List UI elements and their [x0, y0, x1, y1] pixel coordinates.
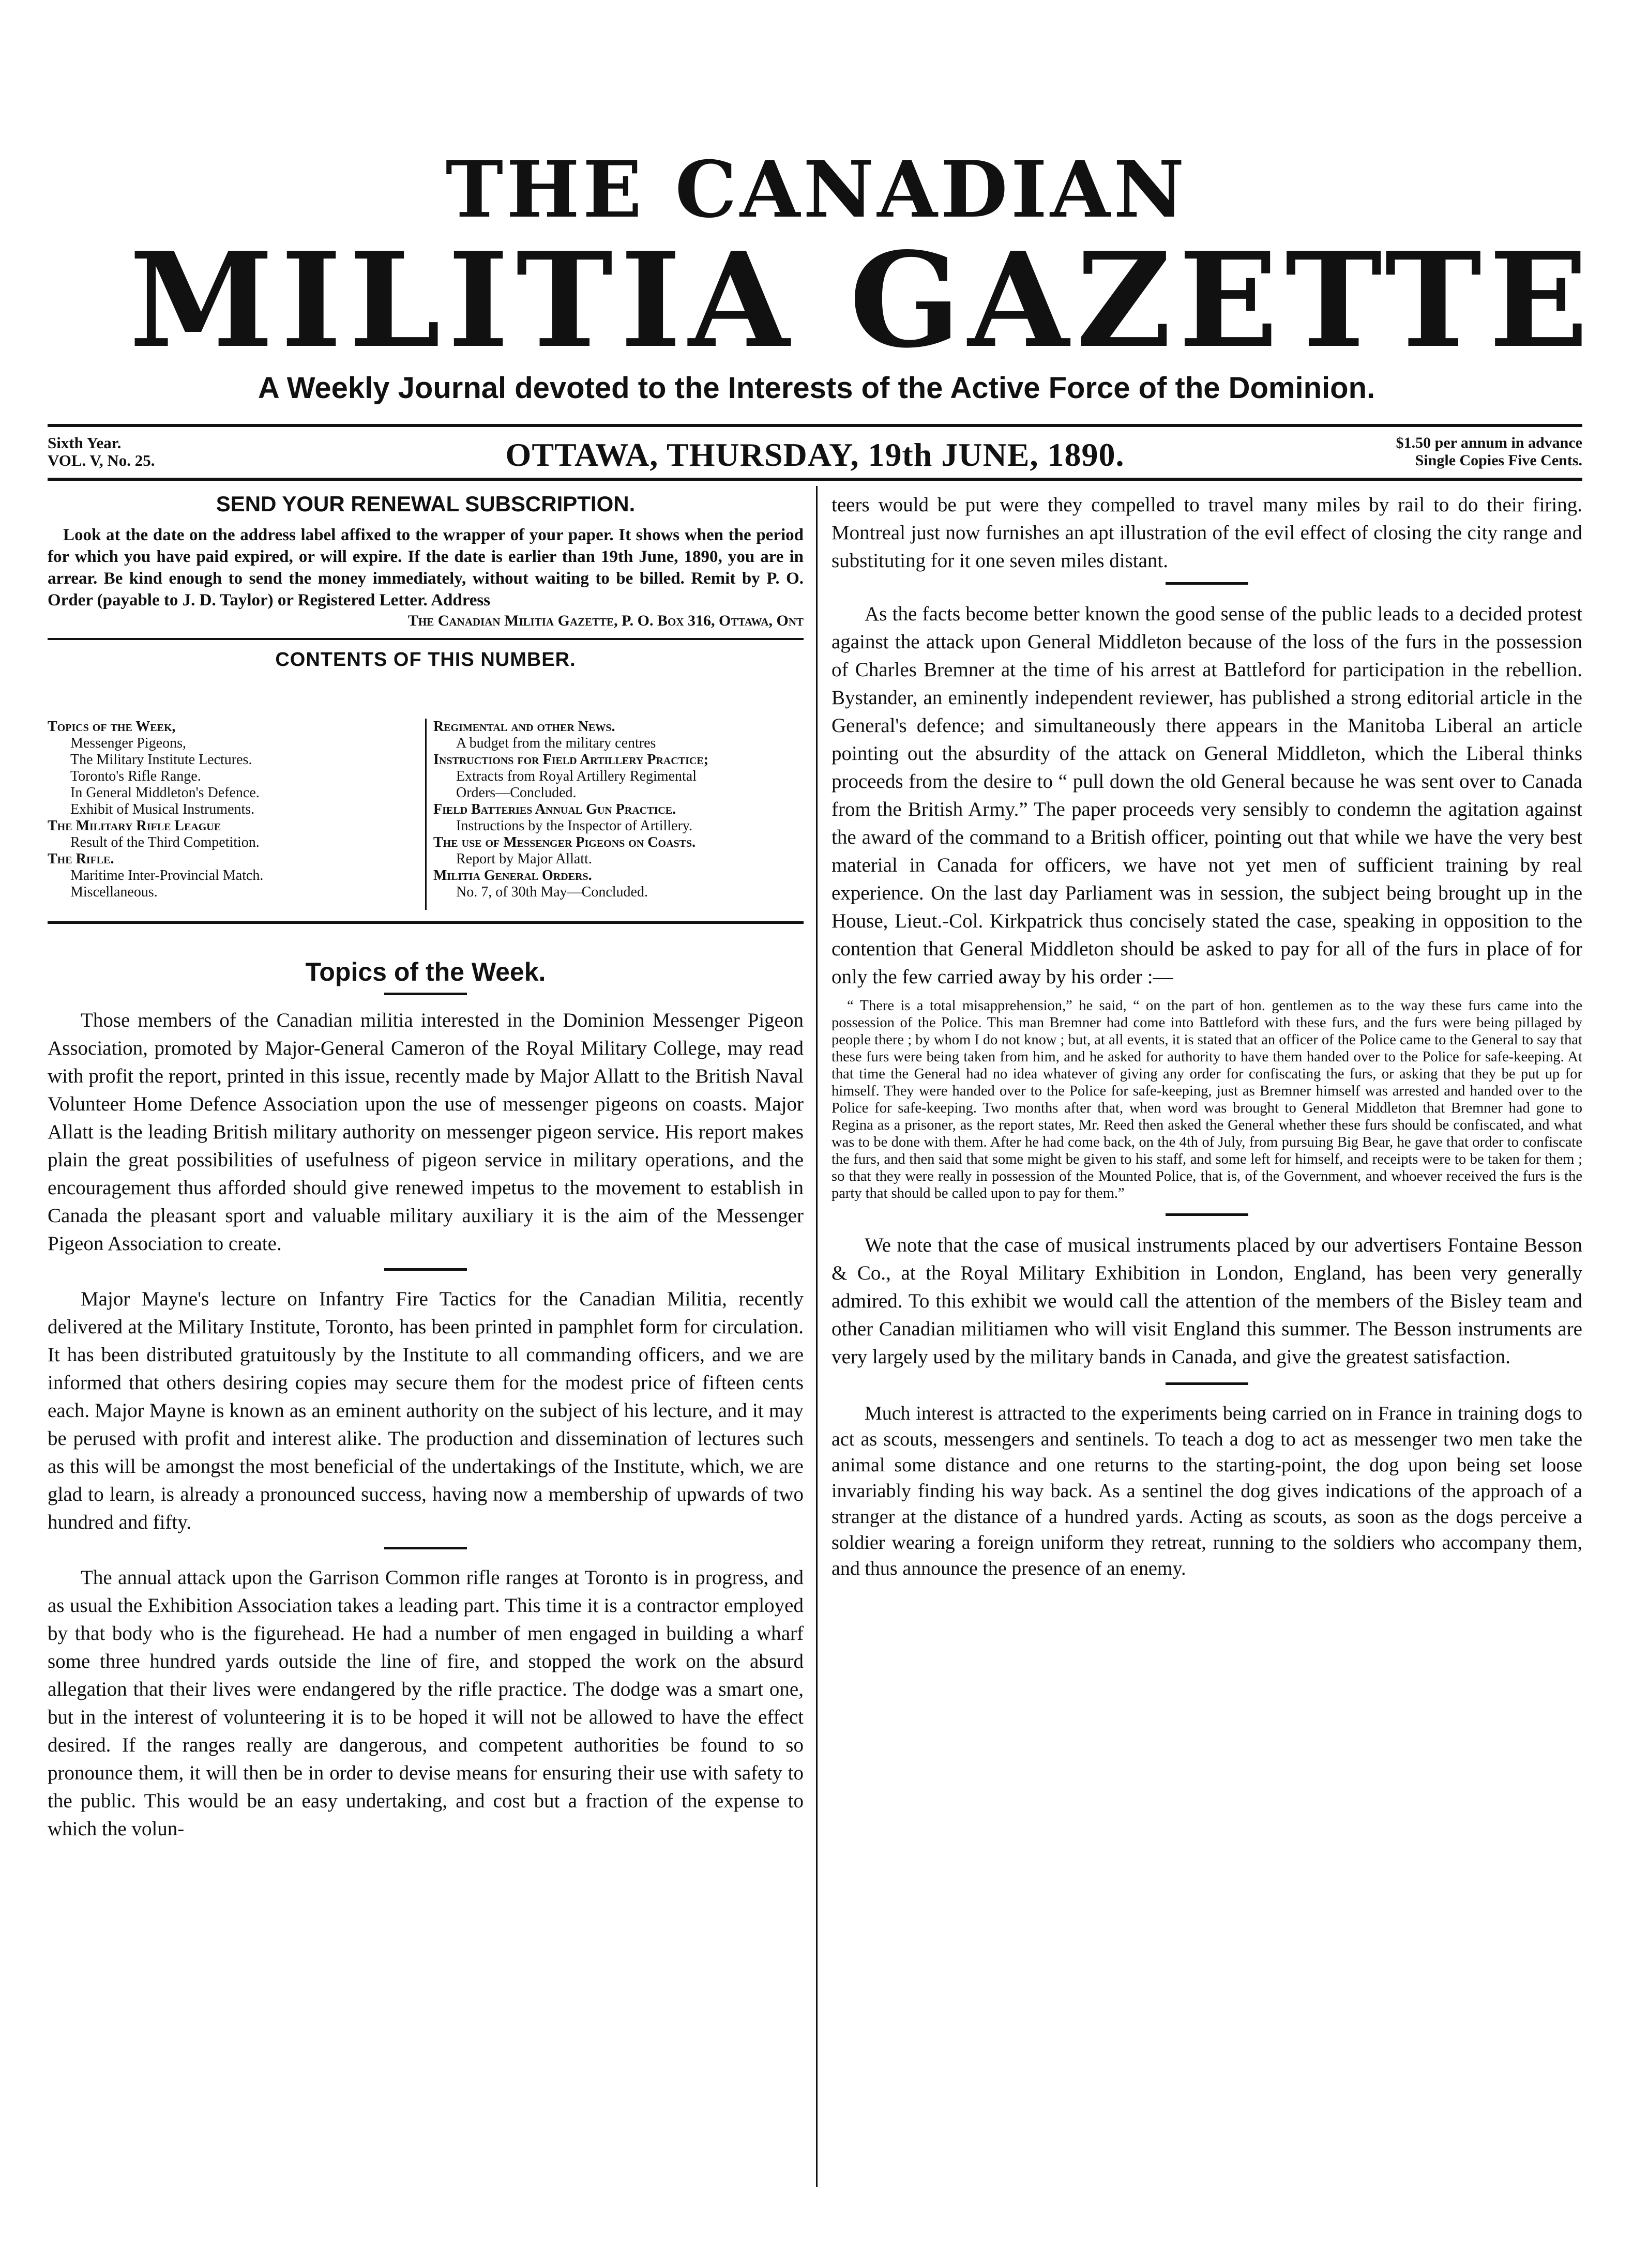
volume-label: VOL. V, No. 25.: [48, 451, 155, 469]
topics-heading: Topics of the Week.: [305, 957, 546, 986]
contents-entry: Regimental and other News.: [433, 719, 615, 735]
paragraph-continued: teers would be put were they compelled to travel many miles by rail to do their firing. Montreal just now furnishes an apt illustration of the evil effect of closing the city range and substituting for it one seven miles distant.: [831, 494, 1582, 572]
contents-entry: Result of the Third Competition.: [70, 834, 260, 850]
renewal-rule: [48, 638, 804, 640]
topics-paragraph-lecture: Major Mayne's lecture on Infantry Fire Tactics for the Canadian Militia, recently delivered at the Military Institute, Toronto, has been printed in pamphlet form for circulation. It has been distributed gratuitously by the Institute to all commanding officers, and we are informed that others desiring copies may secure them for the modest price of fifteen cents each. Major Mayne is known as an eminent authority on the subject of his lecture, and it may be perused with profit and interest alike. The production and dissemination of lectures such as this will be amongst the most beneficial of the undertakings of the Institute, which, we are glad to learn, is already a pronounced success, having now a membership of upwards of two hundred and fifty.: [48, 1288, 804, 1533]
contents-entry: Messenger Pigeons,: [70, 735, 186, 751]
left-column: [48, 491, 804, 1840]
dateline: [48, 434, 1582, 476]
contents-entry: The Military Institute Lectures.: [70, 752, 252, 768]
contents-title: CONTENTS OF THIS NUMBER.: [275, 649, 576, 671]
topics-section: [48, 956, 804, 1843]
masthead-title: MILITIA GAZETTE: [129, 224, 1596, 377]
masthead-the-canadian: THE CANADIAN: [445, 144, 1188, 235]
contents-entry: Instructions by the Inspector of Artillery.: [456, 818, 692, 834]
masthead-rule-top: [48, 424, 1582, 427]
contents-right: [433, 719, 804, 901]
separator: [1166, 1213, 1248, 1216]
contents-entry: Toronto's Rifle Range.: [70, 768, 201, 784]
price-annual: $1.50 per annum in advance: [1396, 434, 1582, 451]
dateline-rule-bottom: [48, 478, 1582, 481]
contents-divider: [425, 719, 427, 910]
paragraph-middleton: As the facts become better known the good sense of the public leads to a decided protest against the attack upon General Middleton because of the loss of the furs in the possession of Charles Bremner at the time of his arrest at Battleford for participation in the rebellion. Bystander, an eminently independent reviewer, has published a strong editorial article in the General's defence; and simultaneously there appears in the Manitoba Liberal an article pointing out the absurdity of the attack on General Middleton, which the Liberal thinks proceeds from the desire to “ pull down the old General because he was sent over to Canada from the British Army.” The paper proceeds very sensibly to condemn the agitation against the award of the command to a British officer, pointing out that while we have the very best material in Canada for officers, we have not yet men of sufficient training by real experience. On the last day Parliament was in session, the subject being brought up in the House, Lieut.-Col. Kirkpatrick thus concisely stated the case, speaking in opposition to the contention that General Middleton should be asked to pay for all of the furs in place of for only the few carried away by his order :—: [831, 603, 1582, 988]
kirkpatrick-quote: “ There is a total misapprehension,” he said, “ on the part of hon. gentlemen as to the way these furs came into the possession of the Police. This man Bremner had come into Battleford with these furs, and the furs were being pillaged by people there ; by whom I do not know ; but, at all events, it is stated that an officer of the Police came to the General to say that these furs were being taken from him, and he asked for authority to have them handed over to the Police for safe-keeping. At that time the General had no idea whatever of giving any order for confiscating the furs, or asking that they be put up for himself. They were handed over to the Police for safe-keeping, just as Bremner himself was arrested and handed over to the Police for safe-keeping. Two months after that, when word was brought to General Middleton that Bremner had gone to Regina as a prisoner, as the report states, Mr. Reed then asked the General whether these furs should be confiscated, and what was to be done with them. After he had come back, on the 4th of July, from pursuing Big Bear, he gave that order to confiscate the furs, and then said that some might be given to his staff, and some left for himself, and receipts were to be taken for them ; so that they were really in possession of the Mounted Police, that is, of the Government, and whoever received the furs is the party that should be called upon to pay for them.”: [831, 998, 1582, 1201]
column-divider: [816, 486, 818, 2187]
topics-paragraph-pigeons: Those members of the Canadian militia interested in the Dominion Messenger Pigeon Association, promoted by Major-General Cameron of the Royal Military College, may read with profit the report, printed in this issue, recently made by Major Allatt to the British Naval Volunteer Home Defence Association upon the use of messenger pigeons on coasts. Major Allatt is the leading British military authority on messenger pigeon service. His report makes plain the great possibilities of usefulness of pigeon service in military operations, and the encouragement thus afforded should give renewed impetus to the movement to establish in Canada the pleasant sport and valuable military auxiliary it is the aim of the Messenger Pigeon Association to create.: [48, 1009, 804, 1255]
year-label: Sixth Year.: [48, 434, 122, 452]
separator: [384, 1547, 467, 1549]
renewal-heading: SEND YOUR RENEWAL SUBSCRIPTION.: [216, 492, 636, 516]
renewal-notice: [48, 491, 804, 631]
contents-entry: Orders—Concluded.: [456, 785, 577, 801]
separator: [1166, 582, 1248, 585]
contents-entry: In General Middleton's Defence.: [70, 785, 260, 801]
price-info: [1396, 434, 1582, 469]
contents-entry: Topics of the Week,: [48, 719, 176, 735]
contents-entry: Militia General Orders.: [433, 867, 592, 884]
separator: [384, 1268, 467, 1271]
issue-date: OTTAWA, THURSDAY, 19th JUNE, 1890.: [505, 436, 1125, 473]
contents-entry: Field Batteries Annual Gun Practice.: [433, 801, 676, 817]
contents-entry: No. 7, of 30th May—Concluded.: [456, 884, 648, 900]
separator: [1166, 1382, 1248, 1385]
masthead-subtitle: A Weekly Journal devoted to the Interests of the Active Force of the Dominion.: [258, 371, 1375, 405]
renewal-address: The Canadian Militia Gazette, P. O. Box 316, Ottawa, Ont: [407, 612, 804, 629]
contents-entry: Extracts from Royal Artillery Regimental: [456, 768, 697, 784]
contents-entry: A budget from the military centres: [456, 735, 656, 751]
contents-entry: Miscellaneous.: [70, 884, 158, 900]
contents-entry: The Military Rifle League: [48, 818, 221, 834]
contents-entry: The use of Messenger Pigeons on Coasts.: [433, 834, 696, 850]
price-single: Single Copies Five Cents.: [1415, 452, 1582, 469]
contents-entry: Report by Major Allatt.: [456, 851, 592, 867]
contents-entry: Instructions for Field Artillery Practice;: [433, 752, 709, 768]
contents-entry: Exhibit of Musical Instruments.: [70, 801, 255, 817]
contents-rule: [48, 921, 804, 924]
contents-table: [48, 719, 804, 915]
contents-left: [48, 719, 420, 901]
paragraph-dogs: Much interest is attracted to the experiments being carried on in France in training dogs to act as scouts, messengers and sentinels. To teach a dog to act as messenger two men take the animal some distance and one returns to the starting-point, the dog upon being set loose invariably finding his way back. As a sentinel the dog gives indications of the approach of a stranger at the distance of a hundred yards. Acting as scouts, as soon as the dogs perceive a soldier wearing a foreign uniform they retreat, running to the soldiers who accompany them, and thus announce the presence of an enemy.: [831, 1403, 1582, 1579]
contents-entry: The Rifle.: [48, 851, 114, 867]
renewal-body: Look at the date on the address label affixed to the wrapper of your paper. It shows when the period for which you have paid expired, or will expire. If the date is earlier than 19th June, 1890, you are in arrear. Be kind enough to send the money immediately, without waiting to be billed. Remit by P. O. Order (payable to J. D. Taylor) or Registered Letter. Address: [48, 526, 804, 610]
paragraph-musical-instruments: We note that the case of musical instruments placed by our advertisers Fontaine Besson & Co., at the Royal Military Exhibition in London, England, has been very generally admired. To this exhibit we would call the attention of the members of the Bisley team and other Canadian militiamen who will visit England this summer. The Besson instruments are very largely used by the military bands in Canada, and give the greatest satisfaction.: [831, 1234, 1582, 1368]
topics-paragraph-rifle-ranges: The annual attack upon the Garrison Common rifle ranges at Toronto is in progress, and as usual the Exhibition Association takes a leading part. This time it is a contractor employed by that body who is the figurehead. He had a number of men engaged in building a wharf some three hundred yards outside the line of fire, and stopped the work on the absurd allegation that their lives were endangered by the rifle practice. The dodge was a smart one, but in the interest of volunteering it is to be hoped it will not be allowed to have the effect desired. If the ranges really are dangerous, and competent authorities be found to so pronounce them, it will then be in order to devise means for ensuring their use with safety to the public. This would be an easy undertaking, and cost but a fraction of the expense to which the volun-: [48, 1566, 804, 1840]
topics-rule: [384, 993, 467, 995]
right-column: [831, 491, 1582, 1581]
contents-entry: Maritime Inter-Provincial Match.: [70, 867, 264, 884]
